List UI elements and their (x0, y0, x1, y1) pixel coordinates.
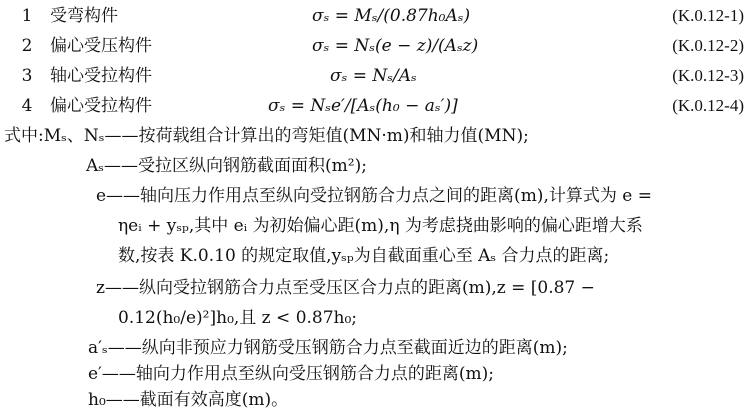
definition-e-line3: 数,按表 K.0.10 的规定取值,yₛₚ为自截面重心至 Aₛ 合力点的距离; (118, 246, 610, 266)
formula-number: 1 (21, 6, 33, 26)
formula-expression: σₛ = Nₛ(e − z)/(Aₛz) (312, 36, 479, 56)
formula-number: 2 (21, 36, 33, 56)
component-name: 轴心受拉构件 (50, 66, 152, 86)
equation-reference: (K.0.12-3) (672, 66, 744, 85)
formula-expression: σₛ = Mₛ/(0.87h₀Aₛ) (312, 6, 471, 26)
definition-intro: 式中:Mₛ、Nₛ——按荷载组合计算出的弯矩值(MN·m)和轴力值(MN); (4, 126, 529, 146)
formula-number: 3 (21, 66, 33, 86)
equation-reference: (K.0.12-4) (672, 96, 744, 115)
definition-e-line2: ηeᵢ + yₛₚ,其中 eᵢ 为初始偏心距(m),η 为考虑挠曲影响的偏心距增大系 (118, 216, 643, 236)
formula-number: 4 (21, 96, 33, 116)
formula-expression: σₛ = Nₛe′/[Aₛ(h₀ − aₛ′)] (268, 96, 458, 116)
definition-z-line1: z——纵向受拉钢筋合力点至受压区合力点的距离(m),z = [0.87 − (96, 278, 595, 298)
definition-As: Aₛ——受拉区纵向钢筋截面面积(m²); (86, 156, 367, 176)
component-name: 偏心受压构件 (50, 36, 152, 56)
definition-z-line2: 0.12(h₀/e)²]h₀,且 z < 0.87h₀; (118, 308, 358, 328)
component-name: 受弯构件 (50, 6, 118, 26)
definition-h0: h₀——截面有效高度(m)。 (88, 390, 289, 410)
equation-reference: (K.0.12-2) (672, 36, 744, 55)
equation-reference: (K.0.12-1) (672, 6, 744, 25)
definition-e-line1: e——轴向压力作用点至纵向受拉钢筋合力点之间的距离(m),计算式为 e = (96, 186, 652, 206)
component-name: 偏心受拉构件 (50, 96, 152, 116)
definition-as: a′ₛ——纵向非预应力钢筋受压钢筋合力点至截面近边的距离(m); (88, 338, 568, 358)
formula-expression: σₛ = Nₛ/Aₛ (330, 66, 417, 86)
definition-e-prime: e′——轴向力作用点至纵向受压钢筋合力点的距离(m); (88, 364, 495, 384)
